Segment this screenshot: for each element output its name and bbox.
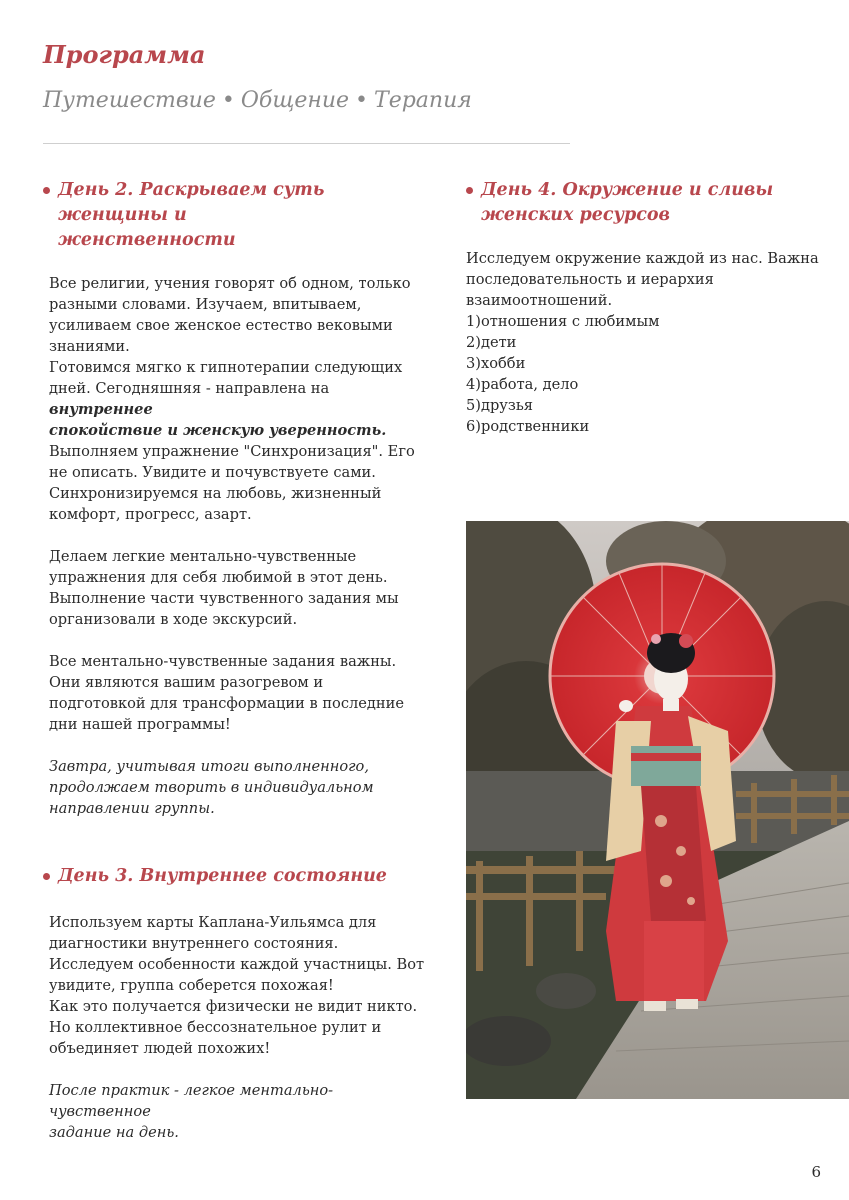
text-line: упражнения для себя любимой в этот день. xyxy=(49,569,388,586)
note-line: продолжаем творить в индивидуальном xyxy=(49,779,374,796)
text-line: знаниями. xyxy=(49,338,130,355)
text-line: Исследуем окружение каждой из нас. Важна xyxy=(466,250,819,267)
text-line: не описать. Увидите и почувствуете сами. xyxy=(49,464,376,481)
day4-body xyxy=(466,248,826,437)
text-line: дни нашей программы! xyxy=(49,716,231,733)
text-line: усиливаем свое женское естество вековыми xyxy=(49,317,393,334)
note-line: Завтра, учитывая итоги выполненного, xyxy=(49,758,369,775)
day3-heading xyxy=(43,864,433,889)
text-line: разными словами. Изучаем, впитываем, xyxy=(49,296,362,313)
text-line: Все ментально-чувственные задания важны. xyxy=(49,653,397,670)
right-column xyxy=(466,178,826,437)
day2-body xyxy=(43,273,433,819)
bullet-icon xyxy=(466,187,473,194)
text-line xyxy=(49,378,433,420)
note-line: После практик - легкое ментально-чувственное xyxy=(49,1082,334,1120)
day2-heading-line: День 2. Раскрываем суть женщины и xyxy=(58,180,325,225)
day4-heading-line: День 4. Окружение и сливы xyxy=(481,180,774,200)
emphasis-text: внутреннее xyxy=(49,401,153,418)
list-item: 3)хобби xyxy=(466,355,526,372)
page-title: Программа xyxy=(43,40,206,69)
text-line: диагностики внутреннего состояния. xyxy=(49,935,339,952)
list-item: 1)отношения с любимым xyxy=(466,313,660,330)
page-subtitle xyxy=(43,88,472,113)
text-line: Используем карты Каплана-Уильямса для xyxy=(49,914,377,931)
day4-heading xyxy=(466,178,826,228)
bullet-icon xyxy=(43,187,50,194)
day3-body xyxy=(43,912,433,1143)
text-line: комфорт, прогресс, азарт. xyxy=(49,506,252,523)
day4-heading-line: женских ресурсов xyxy=(481,205,671,225)
text-line: Синхронизируемся на любовь, жизненный xyxy=(49,485,382,502)
text-line: Они являются вашим разогревом и xyxy=(49,674,324,691)
subtitle-item: Путешествие xyxy=(43,88,216,113)
day3-heading-line: День 3. Внутреннее состояние xyxy=(58,866,387,886)
subtitle-separator: • xyxy=(221,88,235,113)
text-line: организовали в ходе экскурсий. xyxy=(49,611,298,628)
text-line: Исследуем особенности каждой участницы. Вот xyxy=(49,956,425,973)
subtitle-separator: • xyxy=(355,88,369,113)
subtitle-item: Терапия xyxy=(374,88,472,113)
text-line: Делаем легкие ментально-чувственные xyxy=(49,548,357,565)
list-item: 6)родственники xyxy=(466,418,590,435)
bullet-icon xyxy=(43,873,50,880)
text-line: Как это получается физически не видит никто. xyxy=(49,998,418,1015)
list-item: 4)работа, дело xyxy=(466,376,579,393)
text-line: увидите, группа соберется похожая! xyxy=(49,977,334,994)
emphasis-text: спокойствие и женскую уверенность. xyxy=(49,422,387,439)
list-item: 5)друзья xyxy=(466,397,534,414)
day2-heading-line: женственности xyxy=(58,230,236,250)
note-line: задание на день. xyxy=(49,1124,179,1141)
day2-heading xyxy=(43,178,433,253)
text-line: Но коллективное бессознательное рулит и xyxy=(49,1019,382,1036)
text-line: Выполнение части чувственного задания мы xyxy=(49,590,399,607)
subtitle-item: Общение xyxy=(240,88,350,113)
text-run: дней. Сегодняшняя - направлена на xyxy=(49,380,330,397)
page-number: 6 xyxy=(811,1163,821,1181)
geisha-photo xyxy=(466,521,849,1099)
text-line: Все религии, учения говорят об одном, только xyxy=(49,275,411,292)
text-line: Готовимся мягко к гипнотерапии следующих xyxy=(49,359,403,376)
text-line: подготовкой для трансформации в последние xyxy=(49,695,405,712)
text-line: Выполняем упражнение "Синхронизация". Его xyxy=(49,443,415,460)
text-line: объединяет людей похожих! xyxy=(49,1040,271,1057)
left-column xyxy=(43,178,433,1143)
text-line: взаимоотношений. xyxy=(466,292,613,309)
list-item: 2)дети xyxy=(466,334,517,351)
text-line: последовательность и иерархия xyxy=(466,271,714,288)
header-divider xyxy=(43,143,570,144)
note-line: направлении группы. xyxy=(49,800,215,817)
